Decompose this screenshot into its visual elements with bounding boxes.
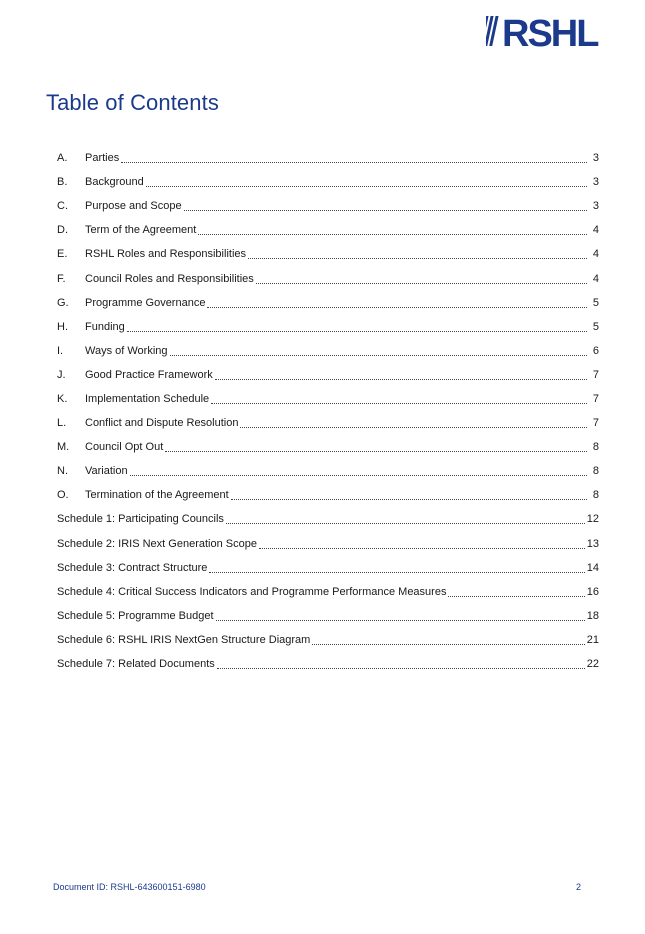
toc-entry-label: Variation [85,465,128,478]
toc-entry-label: Purpose and Scope [85,200,182,213]
dot-leader [312,643,584,645]
toc-entry-label: Programme Governance [85,296,206,309]
toc-entry-page: 22 [586,658,599,671]
toc-entry[interactable] [57,339,599,363]
toc-entry[interactable] [57,194,599,218]
toc-entry-letter: B. [57,176,68,189]
toc-entry[interactable] [57,146,599,170]
toc-entry-label: Ways of Working [85,344,168,357]
toc-entry-letter: N. [57,465,68,478]
toc-entry-page: 6 [592,344,599,357]
dot-leader [207,306,587,308]
toc-entry-letter: L. [57,417,67,430]
toc-entry[interactable] [57,266,599,290]
toc-entry[interactable] [57,315,599,339]
toc-entry-page: 7 [592,392,599,405]
toc-entry-letter: A. [57,152,68,165]
dot-leader [198,233,587,235]
toc-entry[interactable] [57,411,599,435]
page-title: Table of Contents [46,90,219,115]
toc-entry-letter: M. [57,441,70,454]
toc-entry-page: 5 [592,296,599,309]
toc-entry-label: Schedule 7: Related Documents [57,658,215,671]
toc-entry-label: Funding [85,320,125,333]
dot-leader [217,667,585,669]
toc-entry-letter: I. [57,344,64,357]
toc-entry-page: 3 [592,200,599,213]
toc-entry-label: Schedule 2: IRIS Next Generation Scope [57,537,257,550]
toc-entry-label: Parties [85,152,120,165]
toc-entry-label: Council Roles and Responsibilities [85,272,254,285]
page-footer [53,882,581,892]
toc-entry-page: 14 [586,561,599,574]
toc-entry-label: Good Practice Framework [85,368,213,381]
toc-entry-page: 12 [586,513,599,526]
toc-schedule-entry[interactable] [57,652,599,676]
toc-entry-page: 21 [586,633,599,646]
toc-entry-page: 4 [592,248,599,261]
toc-entry-page: 7 [592,368,599,381]
toc-entry-label: Schedule 6: RSHL IRIS NextGen Structure Diagram [57,633,311,646]
toc-schedule-entry[interactable] [57,604,599,628]
toc-entry-letter: F. [57,272,66,285]
dot-leader [231,498,587,500]
toc-entry-page: 5 [592,320,599,333]
table-of-contents [57,146,599,676]
toc-entry-letter: G. [57,296,69,309]
dot-leader [215,378,587,380]
toc-entry-letter: K. [57,392,68,405]
toc-entry-letter: O. [57,489,69,502]
rshl-logo-text: RSHL [502,14,598,48]
toc-entry-letter: E. [57,248,68,261]
dot-leader [256,282,587,284]
dot-leader [211,402,587,404]
dot-leader [184,209,587,211]
toc-entry-label: Background [85,176,144,189]
toc-entry-label: Schedule 3: Contract Structure [57,561,208,574]
toc-entry[interactable] [57,291,599,315]
toc-entry[interactable] [57,242,599,266]
toc-schedule-entry[interactable] [57,532,599,556]
toc-entry-label: Schedule 1: Participating Councils [57,513,224,526]
toc-entry-label: Schedule 5: Programme Budget [57,609,214,622]
dot-leader [121,161,587,163]
dot-leader [216,619,585,621]
toc-entry-page: 4 [592,272,599,285]
toc-entry-page: 4 [592,224,599,237]
dot-leader [240,426,587,428]
toc-entry-page: 3 [592,152,599,165]
toc-entry[interactable] [57,170,599,194]
toc-entry[interactable] [57,483,599,507]
dot-leader [209,571,584,573]
toc-entry-letter: D. [57,224,68,237]
toc-schedule-entry[interactable] [57,507,599,531]
toc-entry-label: Conflict and Dispute Resolution [85,417,239,430]
toc-entry-page: 8 [592,441,599,454]
dot-leader [127,330,587,332]
toc-entry-page: 8 [592,465,599,478]
toc-entry[interactable] [57,435,599,459]
dot-leader [448,595,584,597]
toc-entry[interactable] [57,363,599,387]
document-id: Document ID: RSHL-643600151-6980 [53,882,206,892]
toc-entry-page: 8 [592,489,599,502]
toc-entry[interactable] [57,459,599,483]
dot-leader [170,354,587,356]
toc-entry-page: 3 [592,176,599,189]
toc-schedule-entry[interactable] [57,556,599,580]
toc-entry-page: 18 [586,609,599,622]
toc-entry-page: 16 [586,585,599,598]
toc-entry-label: Term of the Agreement [85,224,197,237]
toc-entry-label: Schedule 4: Critical Success Indicators and Programme Performance Measures [57,585,447,598]
toc-entry-page: 7 [592,417,599,430]
toc-entry-letter: J. [57,368,66,381]
dot-leader [248,257,587,259]
toc-entry-label: Implementation Schedule [85,392,210,405]
toc-entry-label: RSHL Roles and Responsibilities [85,248,247,261]
toc-entry[interactable] [57,387,599,411]
toc-entry-label: Termination of the Agreement [85,489,229,502]
toc-entry[interactable] [57,218,599,242]
dot-leader [165,450,587,452]
rshl-logo [486,14,600,48]
dot-leader [259,547,585,549]
toc-entry-letter: C. [57,200,68,213]
dot-leader [226,522,585,524]
toc-entry-page: 13 [586,537,599,550]
page-number: 2 [575,882,581,892]
dot-leader [146,185,587,187]
toc-schedule-entry[interactable] [57,628,599,652]
toc-entry-label: Council Opt Out [85,441,164,454]
rshl-logo-mark [486,14,600,48]
toc-entry-letter: H. [57,320,68,333]
dot-leader [130,474,587,476]
toc-schedule-entry[interactable] [57,580,599,604]
